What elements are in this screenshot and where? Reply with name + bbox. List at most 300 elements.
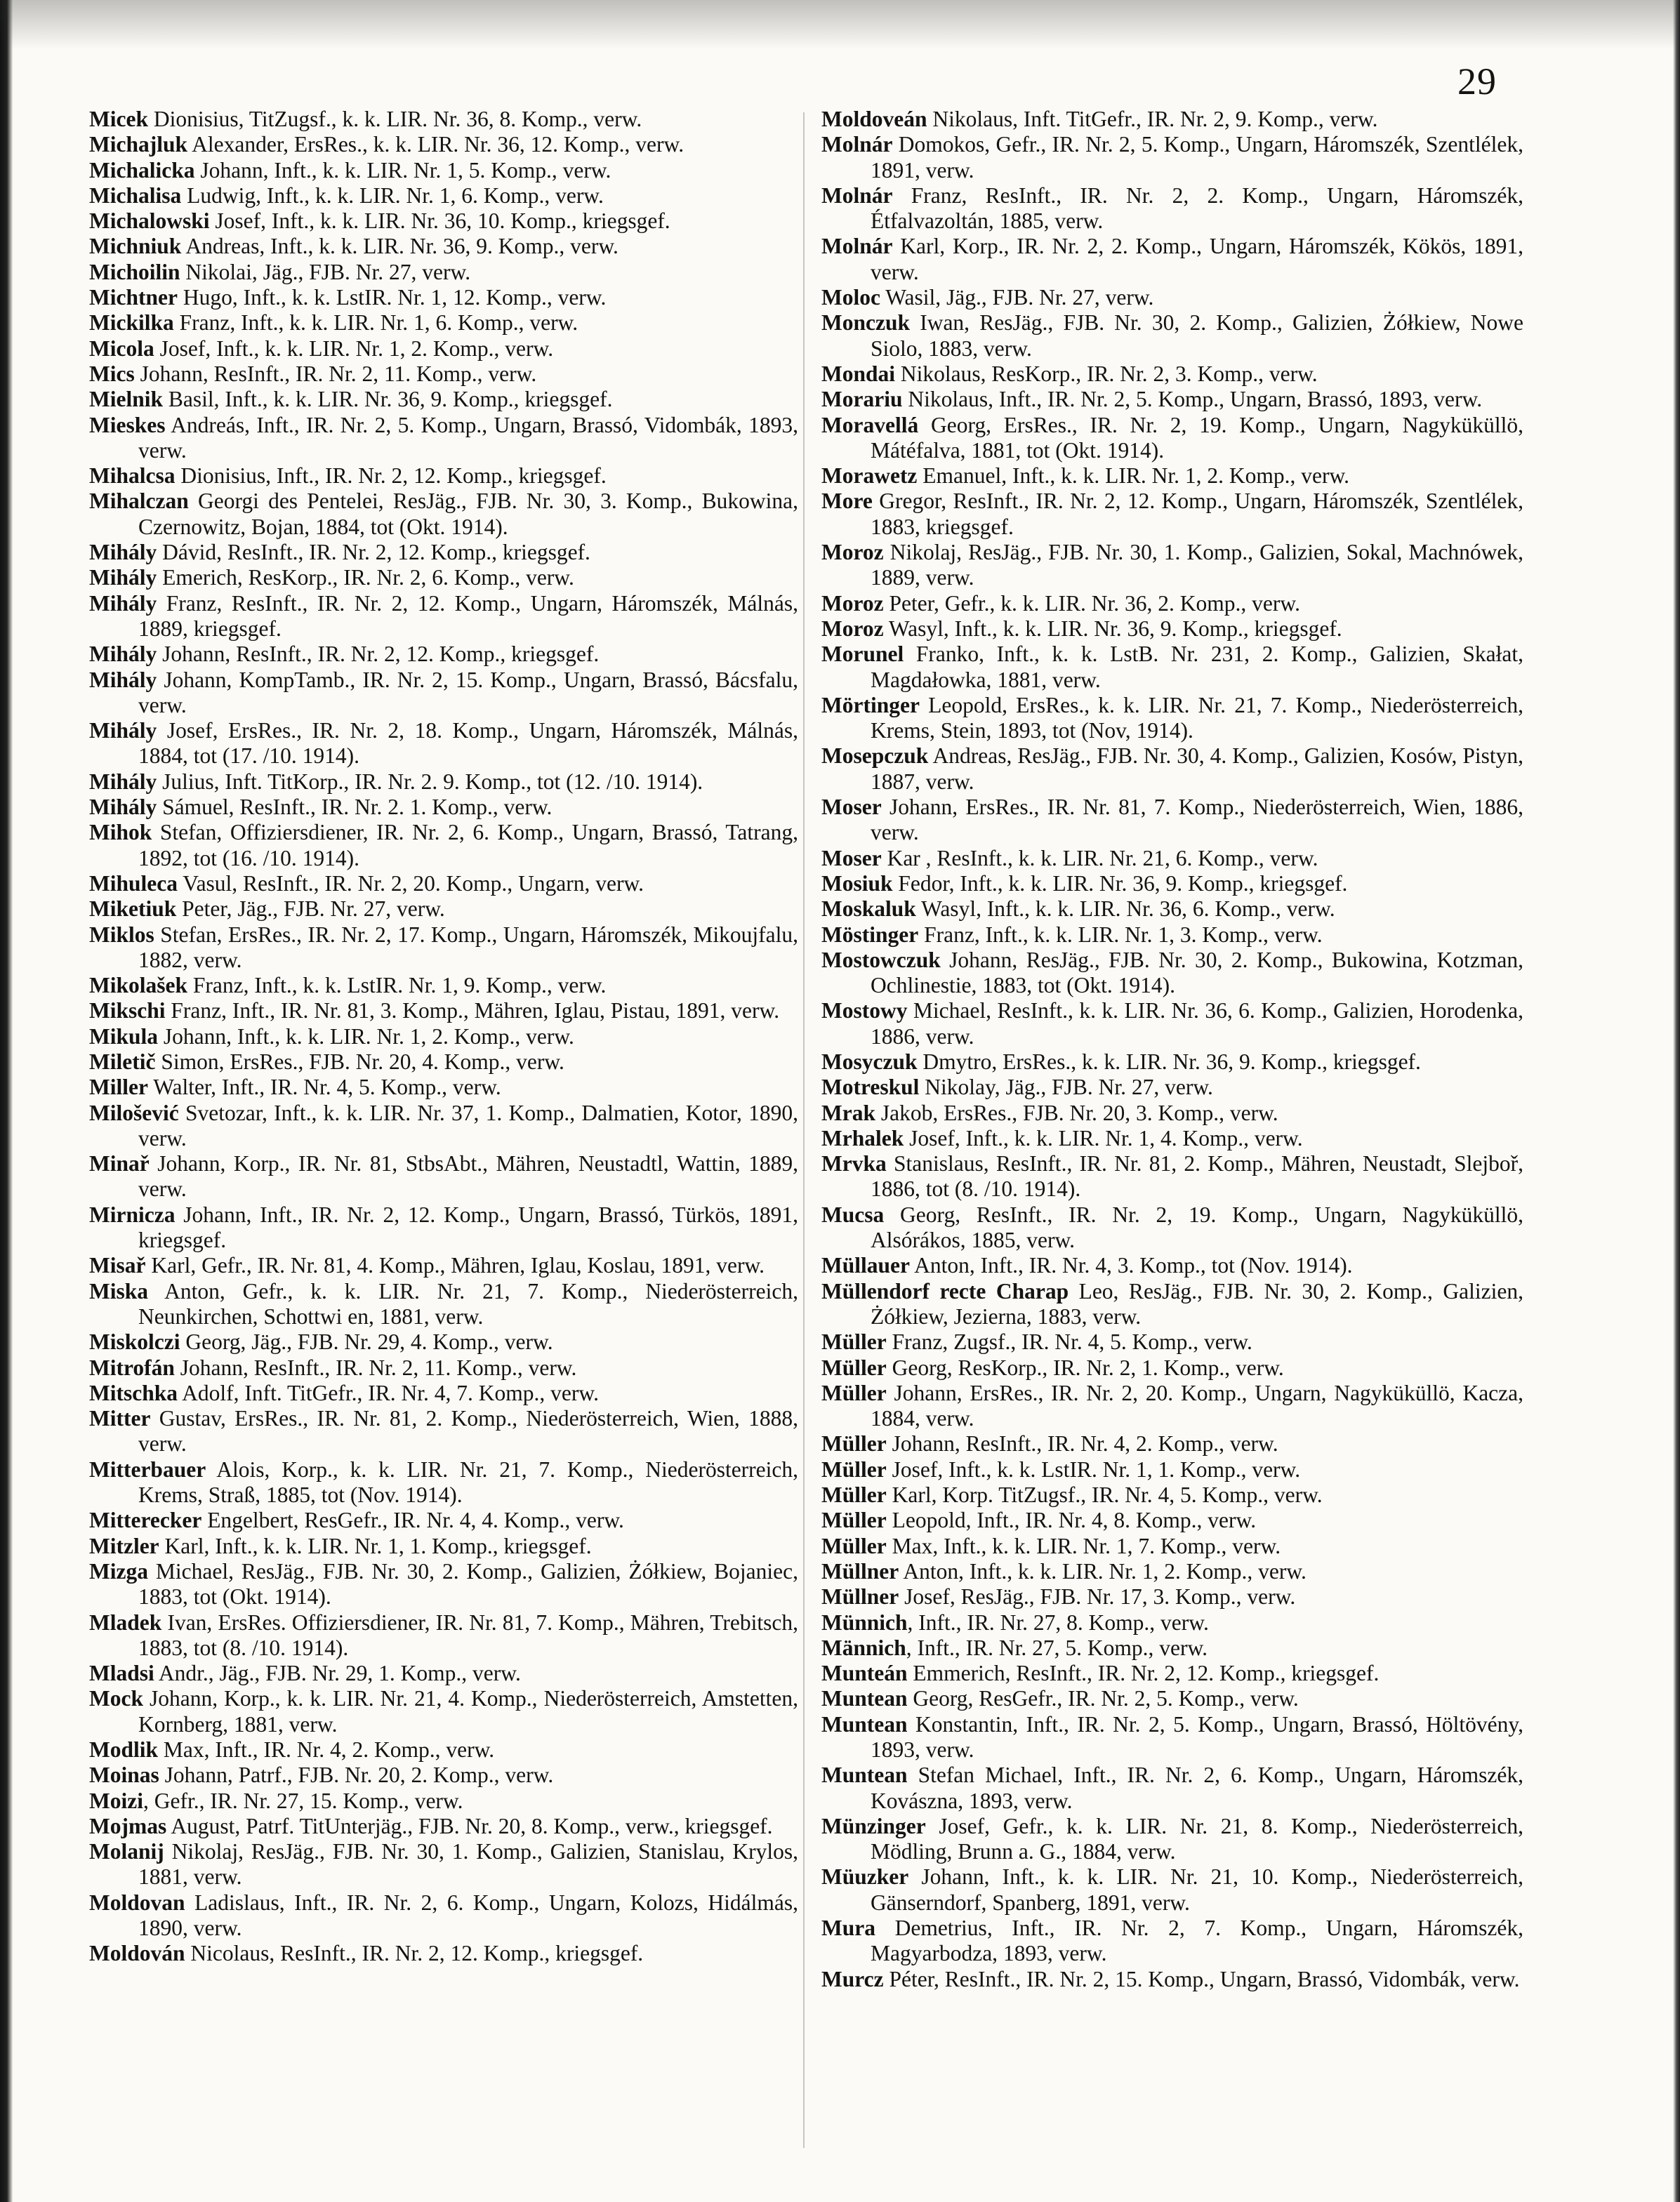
entry-surname: Mörtinger (821, 692, 920, 717)
entry-details: Walter, Inft., IR. Nr. 4, 5. Komp., verw. (147, 1075, 501, 1100)
entry-details: Andreás, Inft., IR. Nr. 2, 5. Komp., Ungarn, Brassó, Vidombák, 1893, verw. (138, 412, 798, 463)
entry-surname: Morunel (821, 642, 904, 667)
register-entry (821, 1101, 1523, 1126)
register-entry (89, 769, 798, 795)
register-entry (89, 1406, 798, 1457)
entry-surname: Mihály (89, 667, 157, 692)
entry-details: Leo, ResJäg., FJB. Nr. 30, 2. Komp., Galizien, Żółkiew, Jezierna, 1883, verw. (871, 1278, 1523, 1329)
entry-surname: Muntean (821, 1686, 908, 1711)
entry-details: Josef, ErsRes., IR. Nr. 2, 18. Komp., Ungarn, Háromszék, Málnás, 1884, tot (17. /10. 1914). (138, 718, 798, 769)
register-entry (89, 463, 798, 489)
entry-surname: Mihály (89, 540, 157, 565)
register-entry (89, 1329, 798, 1355)
page-binding-edge (0, 0, 13, 2202)
entry-surname: Mitter (89, 1406, 151, 1431)
register-entry (821, 743, 1523, 795)
entry-surname: Moldoveán (821, 107, 927, 131)
register-entry (821, 1636, 1523, 1661)
entry-surname: Müllauer (821, 1253, 910, 1278)
entry-details: Karl, Korp., IR. Nr. 2, 2. Komp., Ungarn, Háromszék, Kökös, 1891, verw. (871, 234, 1523, 284)
entry-details: Stefan Michael, Inft., IR. Nr. 2, 6. Komp., Ungarn, Háromszék, Kovászna, 1893, verw. (871, 1763, 1523, 1813)
entry-details: Peter, Gefr., k. k. LIR. Nr. 36, 2. Komp., verw. (883, 590, 1300, 616)
entry-surname: Müller (821, 1533, 887, 1558)
entry-surname: Motreskul (821, 1075, 920, 1100)
entry-details: Josef, Inft., k. k. LIR. Nr. 1, 4. Komp., verw. (904, 1125, 1303, 1150)
entry-details: Ladislaus, Inft., IR. Nr. 2, 6. Komp., Ungarn, Kolozs, Hidálmás, 1890, verw. (138, 1890, 798, 1941)
scan-shadow (0, 0, 1680, 49)
entry-surname: Mojmas (89, 1813, 167, 1838)
register-entry (821, 107, 1523, 132)
entry-details: Nikolaj, ResJäg., FJB. Nr. 30, 1. Komp., Galizien, Sokal, Machnówek, 1889, verw. (871, 540, 1523, 590)
entry-surname: Molanij (89, 1839, 164, 1864)
register-entry (821, 616, 1523, 642)
entry-details: August, Patrf. TitUnterjäg., FJB. Nr. 20, 8. Komp., verw., kriegsgef. (166, 1813, 773, 1838)
entry-surname: Miskolczi (89, 1329, 180, 1355)
register-entry (89, 1941, 798, 1966)
entry-details: Josef, Inft., k. k. LIR. Nr. 36, 10. Komp., kriegsgef. (209, 208, 670, 234)
register-entry (89, 1457, 798, 1508)
register-entry (89, 1839, 798, 1890)
entry-details: Georg, Jäg., FJB. Nr. 29, 4. Komp., verw. (180, 1329, 553, 1355)
entry-surname: Moldován (89, 1941, 185, 1966)
register-entry (89, 1737, 798, 1763)
entry-details: Dionisius, TitZugsf., k. k. LIR. Nr. 36, 8. Komp., verw. (147, 107, 642, 131)
entry-surname: Muntean (821, 1763, 908, 1788)
entry-details: Georgi des Pentelei, ResJäg., FJB. Nr. 30, 3. Komp., Bukowina, Czernowitz, Bojan, 1884, tot (Okt. 1914). (138, 489, 798, 539)
entry-details: Michael, ResJäg., FJB. Nr. 30, 2. Komp., Galizien, Żółkiew, Bojaniec, 1883, tot (Okt. 1914). (138, 1558, 798, 1610)
register-entry (89, 489, 798, 540)
register-entry (821, 1202, 1523, 1254)
entry-details: Wasil, Jäg., FJB. Nr. 27, verw. (880, 285, 1154, 310)
entry-details: Basil, Inft., k. k. LIR. Nr. 36, 9. Komp., kriegsgef. (163, 387, 613, 412)
entry-details: Dmytro, ErsRes., k. k. LIR. Nr. 36, 9. Komp., kriegsgef. (917, 1049, 1421, 1074)
entry-details: Nikolaj, ResJäg., FJB. Nr. 30, 1. Komp., Galizien, Stanislau, Krylos, 1881, verw. (138, 1839, 798, 1890)
register-entry (821, 1381, 1523, 1432)
register-entry (89, 795, 798, 820)
register-entry (89, 896, 798, 922)
left-column (89, 107, 798, 1967)
entry-details: Nikolaus, ResKorp., IR. Nr. 2, 3. Komp., verw. (895, 361, 1318, 386)
entry-surname: Müllner (821, 1584, 899, 1610)
register-entry (89, 107, 798, 132)
register-entry (89, 336, 798, 362)
entry-surname: Moser (821, 845, 882, 870)
register-entry (821, 132, 1523, 183)
register-entry (821, 234, 1523, 285)
entry-details: Wasyl, Inft., k. k. LIR. Nr. 36, 6. Komp., verw. (915, 896, 1335, 922)
entry-surname: Michalicka (89, 157, 195, 183)
entry-surname: Mostowczuk (821, 947, 941, 972)
entry-details: Max, Inft., IR. Nr. 4, 2. Komp., verw. (158, 1737, 495, 1762)
entry-surname: Müller (821, 1508, 887, 1533)
entry-details: Leopold, Inft., IR. Nr. 4, 8. Komp., verw. (886, 1508, 1257, 1533)
entry-details: , Gefr., IR. Nr. 27, 15. Komp., verw. (143, 1788, 463, 1813)
register-entry (89, 1890, 798, 1942)
entry-surname: Mieskes (89, 412, 166, 437)
entry-details: , Inft., IR. Nr. 27, 8. Komp., verw. (907, 1610, 1209, 1635)
entry-surname: Moinas (89, 1763, 159, 1788)
entry-surname: Mondai (821, 361, 896, 386)
register-entry (821, 998, 1523, 1049)
entry-surname: Mikolašek (89, 973, 188, 998)
page-number: 29 (1457, 60, 1497, 102)
entry-surname: Münnich (821, 1610, 908, 1635)
entry-details: Karl, Korp. TitZugsf., IR. Nr. 4, 5. Komp., verw. (886, 1483, 1323, 1508)
register-entry (89, 1814, 798, 1839)
entry-surname: Mock (89, 1686, 143, 1711)
register-entry (821, 948, 1523, 999)
entry-surname: Mikula (89, 1023, 159, 1049)
entry-surname: Moser (821, 795, 882, 820)
entry-details: Max, Inft., k. k. LIR. Nr. 1, 7. Komp., verw. (886, 1533, 1281, 1558)
register-entry (89, 1202, 798, 1254)
entry-surname: Munteán (821, 1661, 908, 1686)
entry-details: Johann, Korp., k. k. LIR. Nr. 21, 4. Komp., Niederösterreich, Amstetten, Kornberg, 1881, verw. (138, 1686, 798, 1737)
register-entry (821, 846, 1523, 871)
entry-surname: Modlik (89, 1737, 159, 1762)
entry-details: , Inft., IR. Nr. 27, 5. Komp., verw. (906, 1635, 1208, 1660)
register-entry (89, 1049, 798, 1075)
register-entry (89, 820, 798, 871)
entry-details: Svetozar, Inft., k. k. LIR. Nr. 37, 1. Komp., Dalmatien, Kotor, 1890, verw. (138, 1100, 798, 1150)
register-entry (821, 642, 1523, 693)
entry-details: Nikolaus, Inft., IR. Nr. 2, 5. Komp., Ungarn, Brassó, 1893, verw. (902, 387, 1483, 412)
register-entry (89, 183, 798, 208)
register-entry (821, 540, 1523, 591)
entry-surname: Müllendorf recte Charap (821, 1278, 1069, 1304)
entry-surname: Müller (821, 1457, 887, 1482)
register-entry (89, 998, 798, 1023)
entry-surname: Mitterecker (89, 1508, 202, 1533)
register-entry (821, 1457, 1523, 1483)
register-entry (89, 871, 798, 896)
entry-details: Adolf, Inft. TitGefr., IR. Nr. 4, 7. Komp., verw. (178, 1380, 599, 1405)
entry-details: Ivan, ErsRes. Offiziersdiener, IR. Nr. 81, 7. Komp., Mähren, Trebitsch, 1883, tot (8. /10. 1914). (138, 1610, 798, 1660)
entry-details: Franz, Inft., k. k. LIR. Nr. 1, 6. Komp., verw. (173, 310, 578, 336)
entry-details: Josef, Gefr., k. k. LIR. Nr. 21, 8. Komp., Niederösterreich, Mödling, Brunn a. G., 1884, verw. (871, 1813, 1523, 1864)
entry-details: Vasul, ResInft., IR. Nr. 2, 20. Komp., Ungarn, verw. (178, 870, 644, 896)
entry-details: Péter, ResInft., IR. Nr. 2, 15. Komp., Ungarn, Brassó, Vidombák, verw. (883, 1966, 1520, 1991)
entry-surname: Mihály (89, 795, 157, 820)
register-entry (821, 1763, 1523, 1814)
entry-surname: Moloc (821, 285, 880, 310)
entry-surname: Mrak (821, 1100, 875, 1125)
entry-surname: Monczuk (821, 310, 910, 336)
register-entry (821, 1661, 1523, 1686)
entry-surname: Molnár (821, 183, 893, 208)
entry-surname: Männich (821, 1635, 906, 1660)
entry-surname: Molnár (821, 132, 893, 157)
entry-details: Ludwig, Inft., k. k. LIR. Nr. 1, 6. Komp., verw. (181, 183, 604, 208)
entry-details: Johann, Inft., k. k. LIR. Nr. 1, 2. Komp., verw. (158, 1023, 574, 1049)
register-entry (821, 1534, 1523, 1559)
register-entry (89, 668, 798, 719)
entry-details: Gregor, ResInft., IR. Nr. 2, 12. Komp., Ungarn, Háromszék, Szentlélek, 1883, kriegsgef. (871, 489, 1523, 539)
register-entry (821, 1483, 1523, 1508)
entry-surname: Mielnik (89, 387, 164, 412)
entry-details: Josef, Inft., k. k. LIR. Nr. 1, 2. Komp., verw. (154, 336, 554, 361)
register-entry (89, 922, 798, 974)
entry-details: Anton, Gefr., k. k. LIR. Nr. 21, 7. Komp., Niederösterreich, Neunkirchen, Schottwi en, 1881, verw. (138, 1278, 798, 1329)
entry-details: Nikolaus, Inft. TitGefr., IR. Nr. 2, 9. Komp., verw. (927, 107, 1378, 131)
register-entry (821, 387, 1523, 412)
entry-details: Alexander, ErsRes., k. k. LIR. Nr. 36, 12. Komp., verw. (187, 132, 684, 157)
right-column (821, 107, 1523, 1992)
entry-surname: Molnár (821, 234, 893, 259)
entry-details: Michael, ResInft., k. k. LIR. Nr. 36, 6. Komp., Galizien, Horodenka, 1886, verw. (871, 998, 1523, 1049)
entry-surname: Mihály (89, 565, 157, 590)
entry-details: Johann, Inft., k. k. LIR. Nr. 21, 10. Komp., Niederösterreich, Gänserndorf, Spanberg, 1891, verw. (871, 1864, 1523, 1915)
register-entry (821, 1967, 1523, 1992)
entry-details: Simon, ErsRes., FJB. Nr. 20, 4. Komp., verw. (155, 1049, 564, 1074)
entry-details: Julius, Inft. TitKorp., IR. Nr. 2. 9. Komp., tot (12. /10. 1914). (157, 769, 703, 794)
register-entry (821, 1610, 1523, 1636)
entry-surname: Mihalcsa (89, 463, 176, 489)
entry-surname: Mickilka (89, 310, 174, 336)
register-entry (89, 1253, 798, 1278)
entry-surname: Mostowy (821, 998, 908, 1023)
register-entry (821, 310, 1523, 362)
register-entry (821, 1559, 1523, 1584)
register-entry (89, 1559, 798, 1610)
entry-details: Karl, Gefr., IR. Nr. 81, 4. Komp., Mähren, Iglau, Koslau, 1891, verw. (145, 1253, 765, 1278)
entry-details: Engelbert, ResGefr., IR. Nr. 4, 4. Komp., verw. (201, 1508, 624, 1533)
page-right-edge (1673, 0, 1680, 2202)
register-entry (89, 1763, 798, 1788)
register-entry (89, 362, 798, 387)
register-entry (821, 922, 1523, 948)
entry-surname: Mladsi (89, 1661, 154, 1686)
entry-surname: More (821, 489, 873, 514)
entry-surname: Miletič (89, 1049, 156, 1074)
entry-surname: Mitzler (89, 1533, 159, 1558)
register-entry (821, 1075, 1523, 1100)
entry-details: Kar , ResInft., k. k. LIR. Nr. 21, 6. Komp., verw. (881, 845, 1318, 870)
register-entry (89, 387, 798, 412)
register-entry (821, 1151, 1523, 1202)
register-entry (821, 285, 1523, 310)
register-entry (89, 1355, 798, 1381)
entry-details: Johann, ResInft., IR. Nr. 2, 11. Komp., verw. (134, 361, 537, 386)
entry-surname: Mihalczan (89, 489, 189, 514)
register-entry (821, 1431, 1523, 1457)
entry-details: Johann, ResJäg., FJB. Nr. 30, 2. Komp., Bukowina, Kotzman, Ochlinestie, 1883, tot (Okt. 1914). (871, 947, 1523, 998)
register-entry (821, 1279, 1523, 1330)
register-entry (821, 183, 1523, 234)
register-entry (821, 1916, 1523, 1967)
entry-details: Franko, Inft., k. k. LstB. Nr. 231, 2. Komp., Galizien, Skałat, Magdałowka, 1881, verw. (871, 642, 1523, 692)
register-entry (89, 642, 798, 667)
entry-surname: Mics (89, 361, 135, 386)
entry-details: Hugo, Inft., k. k. LstIR. Nr. 1, 12. Komp., verw. (177, 285, 607, 310)
entry-surname: Micola (89, 336, 154, 361)
register-entry (89, 413, 798, 464)
entry-surname: Mihuleca (89, 870, 178, 896)
register-entry (821, 1584, 1523, 1610)
register-entry (89, 1151, 798, 1202)
entry-surname: Michniuk (89, 234, 182, 259)
entry-details: Stefan, ErsRes., IR. Nr. 2, 17. Komp., Ungarn, Háromszék, Mikoujfalu, 1882, verw. (138, 922, 798, 972)
register-entry (821, 591, 1523, 616)
entry-surname: Mihok (89, 820, 152, 845)
register-entry (821, 795, 1523, 846)
entry-details: Josef, Inft., k. k. LstIR. Nr. 1, 1. Komp., verw. (886, 1457, 1301, 1482)
entry-surname: Müller (821, 1380, 887, 1405)
entry-details: Alois, Korp., k. k. LIR. Nr. 21, 7. Komp., Niederösterreich, Krems, Straß, 1885, tot (Nov. 1914). (138, 1457, 798, 1508)
entry-surname: Muntean (821, 1711, 908, 1737)
entry-details: Franz, Zugsf., IR. Nr. 4, 5. Komp., verw. (886, 1329, 1252, 1355)
register-entry (821, 1355, 1523, 1381)
entry-surname: Minař (89, 1151, 150, 1176)
entry-surname: Mikschi (89, 998, 166, 1023)
entry-surname: Miska (89, 1278, 149, 1304)
entry-surname: Mosepczuk (821, 743, 929, 769)
register-entry (821, 463, 1523, 489)
entry-details: Johann, KompTamb., IR. Nr. 2, 15. Komp., Ungarn, Brassó, Bácsfalu, verw. (138, 667, 798, 717)
entry-surname: Mladek (89, 1610, 162, 1635)
entry-details: Johann, ErsRes., IR. Nr. 2, 20. Komp., Ungarn, Nagyküküllö, Kacza, 1884, verw. (871, 1380, 1523, 1431)
entry-details: Johann, Korp., IR. Nr. 81, StbsAbt., Mähren, Neustadtl, Wattin, 1889, verw. (138, 1151, 798, 1202)
entry-details: Johann, Inft., IR. Nr. 2, 12. Komp., Ungarn, Brassó, Türkös, 1891, kriegsgef. (138, 1202, 798, 1253)
register-entry (89, 1686, 798, 1737)
entry-details: Andreas, ResJäg., FJB. Nr. 30, 4. Komp., Galizien, Kosów, Pistyn, 1887, verw. (871, 743, 1523, 794)
entry-surname: Morawetz (821, 463, 918, 489)
entry-surname: Mosyczuk (821, 1049, 918, 1074)
entry-details: Georg, ErsRes., IR. Nr. 2, 19. Komp., Ungarn, Nagyküküllö, Mátéfalva, 1881, tot (Okt. 1914). (871, 412, 1523, 463)
register-entry (89, 1789, 798, 1814)
entry-details: Wasyl, Inft., k. k. LIR. Nr. 36, 9. Komp., kriegsgef. (883, 616, 1342, 641)
entry-details: Iwan, ResJäg., FJB. Nr. 30, 2. Komp., Galizien, Żółkiew, Nowe Siolo, 1883, verw. (871, 310, 1523, 361)
entry-details: Franz, Inft., k. k. LstIR. Nr. 1, 9. Komp., verw. (187, 973, 607, 998)
register-entry (821, 896, 1523, 922)
register-entry (821, 1049, 1523, 1075)
entry-surname: Milošević (89, 1100, 179, 1125)
entry-surname: Miller (89, 1075, 148, 1100)
register-entry (89, 540, 798, 565)
register-entry (821, 362, 1523, 387)
register-entry (821, 1329, 1523, 1355)
entry-details: Franz, ResInft., IR. Nr. 2, 12. Komp., Ungarn, Háromszék, Málnás, 1889, kriegsgef. (138, 590, 798, 641)
entry-details: Georg, ResInft., IR. Nr. 2, 19. Komp., Ungarn, Nagyküküllö, Alsórákos, 1885, verw. (871, 1202, 1523, 1253)
entry-details: Johann, ResInft., IR. Nr. 4, 2. Komp., verw. (886, 1431, 1278, 1457)
entry-details: Emmerich, ResInft., IR. Nr. 2, 12. Komp., kriegsgef. (907, 1661, 1380, 1686)
entry-details: Anton, Inft., k. k. LIR. Nr. 1, 2. Komp., verw. (899, 1558, 1307, 1584)
register-entry (89, 1279, 798, 1330)
entry-surname: Mura (821, 1916, 875, 1941)
register-entry (89, 565, 798, 590)
register-entry (89, 260, 798, 285)
entry-surname: Mitrofán (89, 1355, 175, 1380)
entry-surname: Müller (821, 1355, 887, 1380)
register-entry (89, 234, 798, 259)
register-entry (821, 1814, 1523, 1865)
entry-surname: Moizi (89, 1788, 143, 1813)
entry-details: Karl, Inft., k. k. LIR. Nr. 1, 1. Komp., kriegsgef. (159, 1533, 592, 1558)
entry-details: Johann, Inft., k. k. LIR. Nr. 1, 5. Komp., verw. (194, 157, 611, 183)
entry-surname: Mrhalek (821, 1125, 904, 1150)
register-entry (89, 208, 798, 234)
register-entry (821, 413, 1523, 464)
register-entry (89, 973, 798, 998)
entry-details: Franz, ResInft., IR. Nr. 2, 2. Komp., Ungarn, Háromszék, Étfalvazoltán, 1885, verw. (871, 183, 1523, 234)
entry-details: Peter, Jäg., FJB. Nr. 27, verw. (176, 896, 445, 922)
register-entry (89, 718, 798, 769)
register-entry (89, 285, 798, 310)
entry-surname: Müuzker (821, 1864, 909, 1890)
entry-details: Franz, Inft., k. k. LIR. Nr. 1, 3. Komp., verw. (918, 922, 1323, 947)
entry-details: Dionisius, Inft., IR. Nr. 2, 12. Komp., kriegsgef. (175, 463, 607, 489)
entry-surname: Mihály (89, 718, 157, 743)
register-entry (821, 871, 1523, 896)
register-entry (89, 1024, 798, 1049)
entry-surname: Moskaluk (821, 896, 916, 922)
register-entry (89, 1534, 798, 1559)
entry-surname: Micek (89, 107, 148, 131)
register-entry (821, 1712, 1523, 1763)
entry-details: Johann, ResInft., IR. Nr. 2, 11. Komp., verw. (174, 1355, 577, 1380)
entry-surname: Mosiuk (821, 870, 893, 896)
register-entry (821, 1253, 1523, 1278)
entry-details: Georg, ResGefr., IR. Nr. 2, 5. Komp., verw. (907, 1686, 1299, 1711)
entry-surname: Moroz (821, 616, 884, 641)
entry-details: Jakob, ErsRes., FJB. Nr. 20, 3. Komp., verw. (875, 1100, 1278, 1125)
entry-surname: Michalowski (89, 208, 210, 234)
entry-surname: Morariu (821, 387, 903, 412)
entry-details: Andr., Jäg., FJB. Nr. 29, 1. Komp., verw. (154, 1661, 521, 1686)
entry-details: Leopold, ErsRes., k. k. LIR. Nr. 21, 7. Komp., Niederösterreich, Krems, Stein, 1893, tot (Nov, 1914). (871, 692, 1523, 743)
register-entry (89, 1610, 798, 1662)
entry-surname: Moldovan (89, 1890, 185, 1915)
entry-surname: Michajluk (89, 132, 188, 157)
entry-details: Emanuel, Inft., k. k. LIR. Nr. 1, 2. Komp., verw. (917, 463, 1350, 489)
entry-surname: Moroz (821, 590, 884, 616)
entry-surname: Mrvka (821, 1151, 887, 1176)
entry-surname: Murcz (821, 1966, 884, 1991)
entry-details: Franz, Inft., IR. Nr. 81, 3. Komp., Mähren, Iglau, Pistau, 1891, verw. (165, 998, 780, 1023)
entry-surname: Müller (821, 1329, 887, 1355)
entry-details: Demetrius, Inft., IR. Nr. 2, 7. Komp., Ungarn, Háromszék, Magyarbodza, 1893, verw. (871, 1916, 1523, 1966)
entry-details: Konstantin, Inft., IR. Nr. 2, 5. Komp., Ungarn, Brassó, Höltövény, 1893, verw. (871, 1711, 1523, 1762)
entry-surname: Münzinger (821, 1813, 926, 1838)
entry-details: Stanislaus, ResInft., IR. Nr. 81, 2. Komp., Mähren, Neustadt, Slejboř, 1886, tot (8. /10. 1914). (871, 1151, 1523, 1202)
entry-details: Emerich, ResKorp., IR. Nr. 2, 6. Komp., verw. (157, 565, 574, 590)
entry-surname: Mizga (89, 1558, 148, 1584)
entry-surname: Misař (89, 1253, 146, 1278)
entry-details: Johann, Patrf., FJB. Nr. 20, 2. Komp., verw. (159, 1763, 554, 1788)
register-entry (89, 1101, 798, 1152)
entry-surname: Mitterbauer (89, 1457, 206, 1482)
entry-surname: Moroz (821, 540, 884, 565)
entry-details: Stefan, Offiziersdiener, IR. Nr. 2, 6. Komp., Ungarn, Brassó, Tatrang, 1892, tot (16. /10. 1914). (138, 820, 798, 870)
entry-details: Josef, ResJäg., FJB. Nr. 17, 3. Komp., verw. (899, 1584, 1296, 1610)
register-entry (821, 1126, 1523, 1151)
register-entry (89, 1381, 798, 1406)
register-entry (821, 1864, 1523, 1916)
entry-details: Sámuel, ResInft., IR. Nr. 2. 1. Komp., verw. (157, 795, 553, 820)
register-entry (821, 1686, 1523, 1711)
entry-surname: Möstinger (821, 922, 919, 947)
entry-details: Johann, ResInft., IR. Nr. 2, 12. Komp., kriegsgef. (157, 642, 600, 667)
entry-surname: Mihály (89, 642, 157, 667)
entry-details: Nikolay, Jäg., FJB. Nr. 27, verw. (919, 1075, 1213, 1100)
entry-details: Gustav, ErsRes., IR. Nr. 81, 2. Komp., Niederösterreich, Wien, 1888, verw. (138, 1406, 798, 1457)
entry-details: Fedor, Inft., k. k. LIR. Nr. 36, 9. Komp., kriegsgef. (892, 870, 1348, 896)
entry-details: Dávid, ResInft., IR. Nr. 2, 12. Komp., kriegsgef. (157, 540, 590, 565)
register-entry (821, 1508, 1523, 1533)
register-entry (89, 132, 798, 157)
entry-details: Andreas, Inft., k. k. LIR. Nr. 36, 9. Komp., verw. (181, 234, 619, 259)
register-entry (89, 158, 798, 183)
